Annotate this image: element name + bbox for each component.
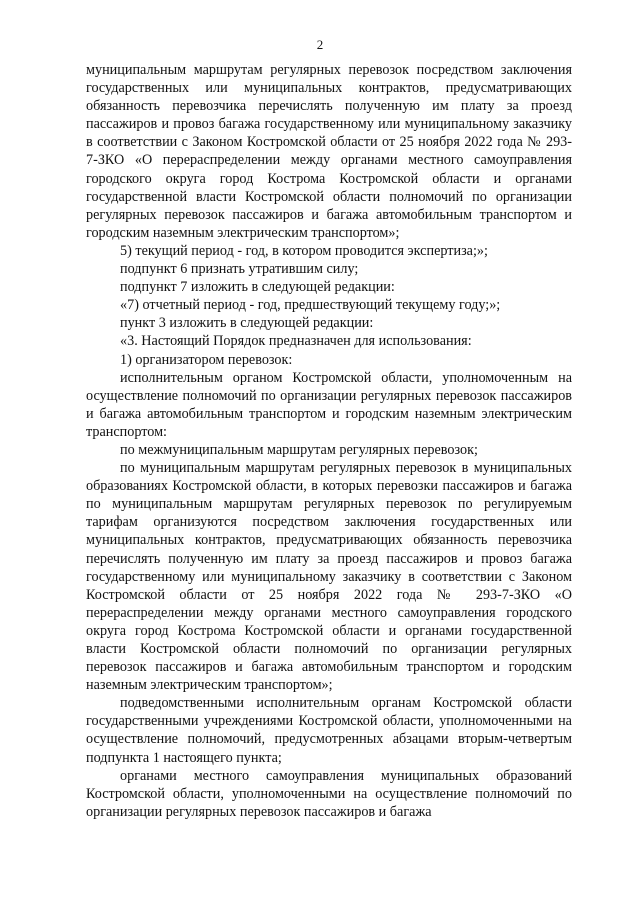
paragraph: подпункт 6 признать утратившим силу; (120, 261, 359, 278)
paragraph: подведомственными исполнительным органам Костромской области государственными учреждениями Костромской области, уполномоченными на осуществление полномочий, предусмотренных абзацами вторым-четвертым подпункта 1 настоящего пункта; (86, 695, 572, 766)
paragraph: подпункт 7 изложить в следующей редакции: (120, 279, 395, 296)
paragraph: «7) отчетный период - год, предшествующий текущему году;»; (120, 297, 501, 314)
page-number: 2 (316, 37, 324, 52)
paragraph: исполнительным органом Костромской области, уполномоченным на осуществление полномочий по организации регулярных перевозок пассажиров и багажа автомобильным транспортом и городским наземным электрическим транспортом: (86, 369, 572, 440)
paragraph: «3. Настоящий Порядок предназначен для использования: (120, 333, 472, 350)
paragraph: по межмуниципальным маршрутам регулярных перевозок; (120, 441, 478, 458)
paragraph: муниципальным маршрутам регулярных перевозок посредством заключения государственных или муниципальных контрактов, предусматривающих обязанность перевозчика перечислять полученную им плату за проезд пассажиров и провоз багажа государственному или муниципальному заказчику в соответствии с Законом Костромской области от 25 ноября 2022 года № 293-7-ЗКО «О перераспределении между органами местного самоуправления городского округа город Кострома Костромской области и органами государственной власти Костромской области полномочий по организации регулярных перевозок пассажиров и багажа автомобильным транспортом и городским наземным электрическим транспортом»; (86, 62, 572, 241)
document-body (86, 61, 572, 821)
paragraph: по муниципальным маршрутам регулярных перевозок в муниципальных образованиях Костромской области, в которых перевозки пассажиров и багажа по муниципальным маршрутам регулярных перевозок по регулируемым тарифам организуются посредством заключения государственных или муниципальных контрактов, предусматривающих обязанность перевозчика перечислять полученную им плату за проезд пассажиров и провоз багажа государственному или муниципальному заказчику в соответствии с Законом Костромской области от 25 ноября 2022 года № 293-7-ЗКО «О перераспределении между органами местного самоуправления городского округа город Кострома Костромской области и органами государственной власти Костромской области полномочий по организации регулярных перевозок пассажиров и багажа автомобильным транспортом и городским наземным электрическим транспортом»; (86, 460, 572, 694)
paragraph: 5) текущий период - год, в котором проводится экспертиза;»; (120, 242, 488, 259)
paragraph: органами местного самоуправления муниципальных образований Костромской области, уполномоченными на осуществление полномочий по организации регулярных перевозок пассажиров и багажа (86, 767, 572, 820)
paragraph: пункт 3 изложить в следующей редакции: (120, 315, 374, 332)
paragraph: 1) организатором перевозок: (120, 351, 293, 368)
